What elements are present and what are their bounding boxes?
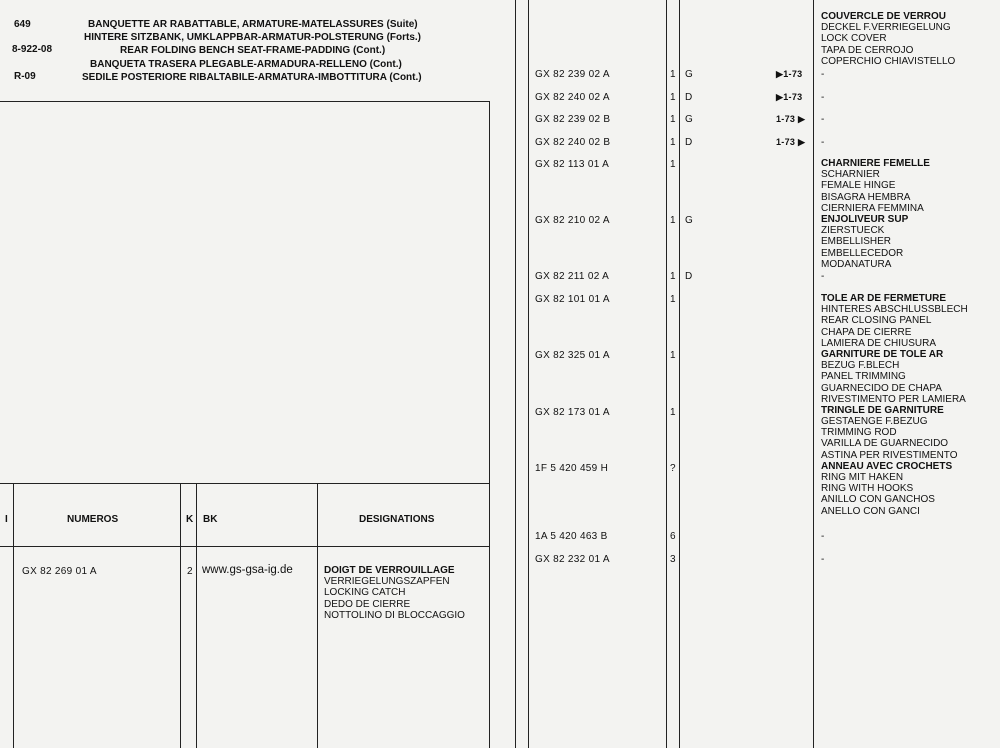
desc-line: FEMALE HINGE: [821, 180, 896, 192]
part-desc-dash: -: [821, 114, 825, 125]
part-desc-dash: -: [821, 92, 825, 103]
part-quantity: 1: [670, 159, 676, 170]
header-code-3: R-09: [14, 71, 36, 82]
image-box-top-border: [0, 101, 490, 102]
part-side: G: [685, 114, 694, 125]
col-divider-right-numeros: [666, 0, 667, 748]
desc-line: REAR CLOSING PANEL: [821, 315, 932, 327]
header-title-it: SEDILE POSTERIORE RIBALTABILE-ARMATURA-IMBOTTITURA (Cont.): [82, 72, 422, 83]
desc-line-it: NOTTOLINO DI BLOCCAGGIO: [324, 609, 465, 621]
watermark-link[interactable]: www.gs-gsa-ig.de: [202, 564, 293, 576]
part-quantity: 1: [670, 294, 676, 305]
part-number: GX 82 325 01 A: [535, 350, 610, 361]
desc-line: ANELLO CON GANCI: [821, 505, 920, 517]
desc-title: GARNITURE DE TOLE AR: [821, 348, 944, 360]
desc-line-en: LOCKING CATCH: [324, 587, 406, 599]
part-side: G: [685, 69, 694, 80]
part-quantity: 1: [670, 114, 676, 125]
desc-title: ENJOLIVEUR SUP: [821, 213, 909, 225]
part-quantity: 1: [670, 137, 676, 148]
part-quantity: 6: [670, 531, 676, 542]
part-quantity: 1: [670, 215, 676, 226]
part-number: GX 82 210 02 A: [535, 215, 610, 226]
part-date: 1-73 ▶: [776, 114, 806, 124]
desc-line: TRIMMING ROD: [821, 427, 897, 439]
desc-line-es: DEDO DE CIERRE: [324, 598, 411, 610]
part-quantity: 1: [670, 271, 676, 282]
part-number: GX 82 101 01 A: [535, 294, 610, 305]
desc-line: RING WITH HOOKS: [821, 483, 914, 495]
part-number: GX 82 239 02 A: [535, 69, 610, 80]
desc-line: LOCK COVER: [821, 33, 887, 45]
desc-line: RING MIT HAKEN: [821, 472, 904, 483]
desc-line-de: VERRIEGELUNGSZAPFEN: [324, 576, 450, 588]
desc-title: COUVERCLE DE VERROU: [821, 11, 947, 22]
part-date: ▶1-73: [776, 92, 803, 102]
part-number: GX 82 113 01 A: [535, 159, 610, 170]
header-title-en: REAR FOLDING BENCH SEAT-FRAME-PADDING (Cont.): [120, 45, 386, 56]
part-number: GX 82 269 01 A: [22, 566, 97, 577]
desc-title: CHARNIERE FEMELLE: [821, 158, 930, 169]
part-quantity: 1: [670, 92, 676, 103]
desc-line: PANEL TRIMMING: [821, 371, 906, 383]
desc-line: SCHARNIER: [821, 169, 880, 181]
header-title-fr: BANQUETTE AR RABATTABLE, ARMATURE-MATELASSURES (Suite): [88, 19, 418, 30]
part-number: 1F 5 420 459 H: [535, 463, 609, 474]
part-description: [324, 565, 465, 621]
part-quantity: 2: [187, 566, 193, 577]
col-divider-numeros: [180, 483, 181, 748]
desc-block-lock-cover: [821, 11, 955, 67]
col-divider-k: [196, 483, 197, 748]
desc-title: TRINGLE DE GARNITURE: [821, 404, 944, 416]
col-divider-right-qty: [679, 0, 680, 748]
part-quantity: 3: [670, 554, 676, 565]
header-bk: BK: [203, 514, 218, 525]
desc-block-closing-panel: [821, 293, 968, 517]
desc-line: TAPA DE CERROJO: [821, 44, 914, 56]
col-divider-right-date: [813, 0, 814, 748]
part-side: D: [685, 92, 693, 103]
desc-line-fr: DOIGT DE VERROUILLAGE: [324, 565, 455, 576]
col-divider-bk: [317, 483, 318, 748]
desc-line: RIVESTIMENTO PER LAMIERA: [821, 393, 966, 405]
header-designations: DESIGNATIONS: [359, 514, 435, 525]
part-desc-dash: -: [821, 69, 825, 80]
part-date: ▶1-73: [776, 69, 803, 79]
part-number: GX 82 240 02 B: [535, 137, 611, 148]
desc-line: BEZUG F.BLECH: [821, 360, 900, 372]
header-k: K: [186, 514, 194, 525]
page-gutter-line-2: [528, 0, 529, 748]
header-code-2: 8-922-08: [12, 44, 53, 55]
desc-line: LAMIERA DE CHIUSURA: [821, 337, 937, 349]
part-desc-dash: -: [821, 554, 825, 565]
part-desc-dash: -: [821, 531, 825, 542]
desc-line: EMBELLISHER: [821, 236, 892, 248]
part-quantity: ?: [670, 463, 676, 474]
part-number: GX 82 240 02 A: [535, 92, 610, 103]
desc-line: GESTAENGE F.BEZUG: [821, 416, 928, 428]
image-box-right-border: [489, 101, 490, 748]
col-divider-i: [13, 483, 14, 748]
part-quantity: 1: [670, 350, 676, 361]
desc-line: CHAPA DE CIERRE: [821, 326, 912, 338]
part-desc-dash: -: [821, 137, 825, 148]
part-side: D: [685, 271, 693, 282]
table-header-bottom-border: [0, 546, 490, 547]
header-code-1: 649: [14, 19, 31, 30]
part-number: GX 82 173 01 A: [535, 407, 610, 418]
part-side: D: [685, 137, 693, 148]
part-quantity: 1: [670, 69, 676, 80]
part-number: GX 82 232 01 A: [535, 554, 610, 565]
part-date: 1-73 ▶: [776, 137, 806, 147]
desc-line: DECKEL F.VERRIEGELUNG: [821, 22, 951, 34]
part-side: G: [685, 215, 694, 226]
desc-line: CIERNIERA FEMMINA: [821, 202, 924, 214]
desc-line: GUARNECIDO DE CHAPA: [821, 382, 942, 394]
desc-line: ANILLO CON GANCHOS: [821, 494, 935, 506]
desc-line: COPERCHIO CHIAVISTELLO: [821, 55, 956, 67]
desc-line: ASTINA PER RIVESTIMENTO: [821, 449, 958, 461]
header-numeros: NUMEROS: [67, 514, 119, 525]
page-gutter-line-1: [515, 0, 516, 748]
part-desc-dash: -: [821, 271, 825, 282]
part-number: GX 82 211 02 A: [535, 271, 610, 282]
desc-title: ANNEAU AVEC CROCHETS: [821, 460, 953, 472]
desc-line: ZIERSTUECK: [821, 225, 885, 237]
header-title-es: BANQUETA TRASERA PLEGABLE-ARMADURA-RELLENO (Cont.): [90, 59, 402, 70]
part-number: 1A 5 420 463 B: [535, 531, 608, 542]
part-number: GX 82 239 02 B: [535, 114, 611, 125]
desc-block-hinge: [821, 158, 930, 270]
desc-title: TOLE AR DE FERMETURE: [821, 293, 947, 304]
table-header-top-border: [0, 483, 490, 484]
header-title-de: HINTERE SITZBANK, UMKLAPPBAR-ARMATUR-POLSTERUNG (Forts.): [84, 32, 422, 43]
desc-line: VARILLA DE GUARNECIDO: [821, 438, 949, 450]
part-quantity: 1: [670, 407, 676, 418]
desc-line: MODANATURA: [821, 258, 892, 270]
desc-line: EMBELLECEDOR: [821, 247, 904, 259]
header-i: I: [5, 514, 8, 525]
desc-line: HINTERES ABSCHLUSSBLECH: [821, 304, 968, 316]
desc-line: BISAGRA HEMBRA: [821, 191, 911, 203]
